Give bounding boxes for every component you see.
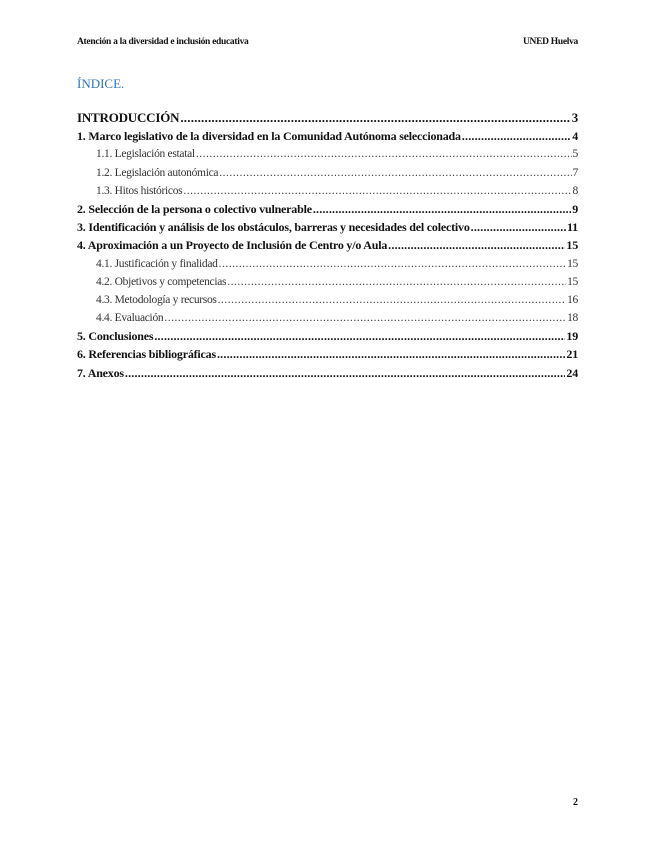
toc-entry-title: 3. Identificación y análisis de los obstáculos, barreras y necesidades del colectivo (77, 220, 470, 235)
toc-entry-title: 4.2. Objetivos y competencias (96, 275, 227, 288)
toc-entry-title: 6. Referencias bibliográficas (77, 347, 216, 362)
toc-entry-title: 2. Selección de la persona o colectivo vulnerable (77, 201, 312, 216)
toc-entry[interactable] (77, 236, 578, 254)
toc-entry-page: 3 (571, 110, 578, 125)
toc-entry-page: 5 (572, 148, 578, 161)
toc-entry-page: 15 (567, 275, 578, 288)
toc-entry-page: 19 (566, 329, 578, 344)
toc-entry-title: INTRODUCCIÓN (77, 110, 180, 125)
toc-entry-title: 1. Marco legislativo de la diversidad en la Comunidad Autónoma seleccionada (77, 129, 461, 144)
toc-entry-page: 15 (567, 257, 578, 270)
toc-entry[interactable] (77, 218, 578, 236)
toc-dot-leader (183, 182, 571, 200)
toc-entry[interactable] (77, 291, 578, 309)
toc-entry[interactable] (77, 327, 578, 345)
toc-dot-leader (218, 291, 566, 309)
toc-entry-page: 16 (567, 293, 578, 306)
toc-dot-leader (196, 145, 572, 163)
toc-entry-title: 4. Aproximación a un Proyecto de Inclusión de Centro y/o Aula (77, 238, 388, 253)
toc-entry-title: 4.3. Metodología y recursos (96, 293, 217, 306)
toc-entry-title: 1.3. Hitos históricos (96, 184, 183, 197)
toc-entry-page: 4 (572, 129, 578, 144)
toc-entry-title: 4.1. Justificación y finalidad (96, 257, 218, 270)
toc-entry[interactable] (77, 309, 578, 327)
toc-entry-page: 8 (572, 184, 578, 197)
toc-entry-title: 5. Conclusiones (77, 329, 154, 344)
toc-entry[interactable] (77, 273, 578, 291)
toc-entry-page: 11 (567, 220, 578, 235)
toc-entry-page: 24 (566, 365, 578, 380)
toc-entry-title: 7. Anexos (77, 365, 124, 380)
toc-dot-leader (462, 127, 571, 145)
toc-dot-leader (154, 327, 565, 345)
toc-dot-leader (164, 309, 566, 327)
toc-entry[interactable] (77, 145, 578, 163)
toc-entry-page: 7 (572, 166, 578, 179)
toc-entry-page: 21 (566, 347, 578, 362)
toc-entry[interactable] (77, 200, 578, 218)
toc-entry-page: 15 (566, 238, 578, 253)
toc-dot-leader (180, 109, 570, 127)
toc-dot-leader (313, 200, 571, 218)
toc-entry-page: 9 (572, 201, 578, 216)
toc-dot-leader (217, 345, 565, 363)
toc-dot-leader (388, 236, 565, 254)
toc-dot-leader (219, 255, 566, 273)
toc-entry-page: 18 (567, 312, 578, 325)
toc-entry-title: 1.1. Legislación estatal (96, 148, 195, 161)
toc-entry[interactable] (77, 182, 578, 200)
toc-entry[interactable] (77, 255, 578, 273)
page-header (77, 37, 578, 51)
page-number: 2 (573, 797, 578, 808)
toc-entry[interactable] (77, 109, 578, 127)
toc-entry[interactable] (77, 127, 578, 145)
toc-dot-leader (219, 164, 571, 182)
header-course-title: Atención a la diversidad e inclusión educativa (77, 37, 249, 47)
toc-entry-title: 4.4. Evaluación (96, 312, 164, 325)
table-of-contents (77, 109, 578, 382)
index-heading: ÍNDICE. (77, 76, 125, 91)
toc-entry[interactable] (77, 164, 578, 182)
toc-entry-title: 1.2. Legislación autonómica (96, 166, 219, 179)
header-institution: UNED Huelva (522, 37, 578, 47)
toc-dot-leader (125, 364, 566, 382)
toc-entry[interactable] (77, 345, 578, 363)
toc-dot-leader (227, 273, 566, 291)
toc-entry[interactable] (77, 364, 578, 382)
toc-dot-leader (471, 218, 566, 236)
